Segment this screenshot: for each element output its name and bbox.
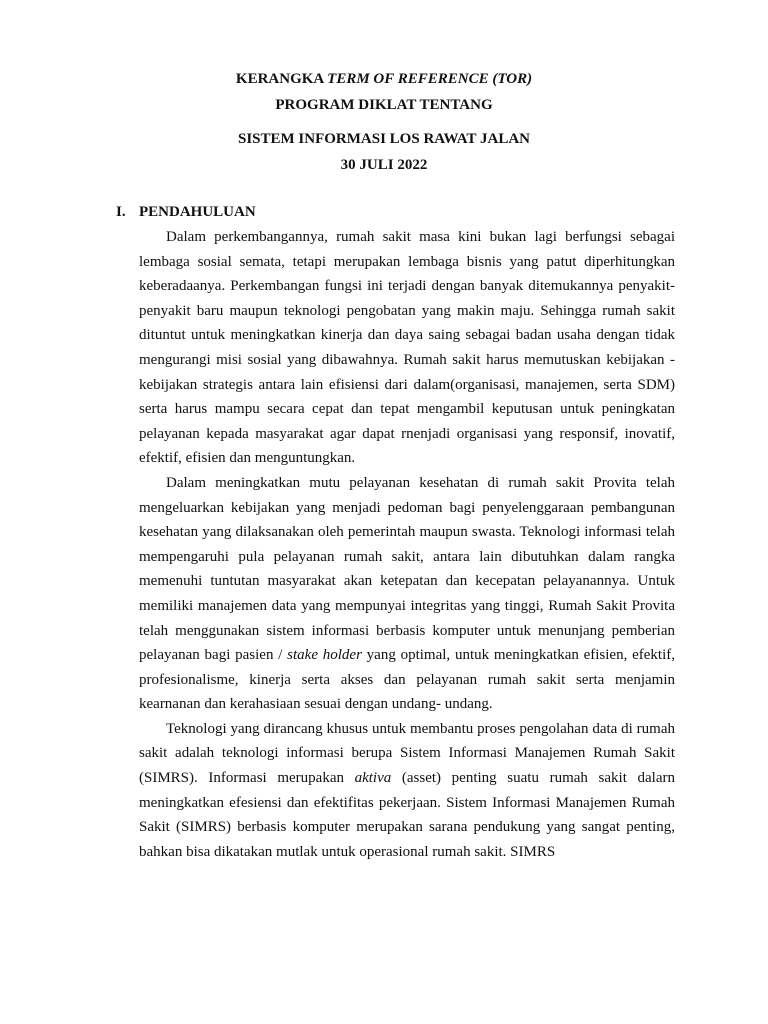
- title-italic-term: TERM OF REFERENCE (TOR): [327, 71, 533, 87]
- document-date: 30 JULI 2022: [340, 157, 428, 173]
- paragraph-2: [139, 471, 675, 717]
- document-title-line-2: PROGRAM DIKLAT TENTANG: [275, 97, 493, 113]
- section-number: I.: [116, 204, 126, 220]
- section-title: PENDAHULUAN: [139, 204, 256, 220]
- paragraph-1: Dalam perkembangannya, rumah sakit masa kini bukan lagi berfungsi sebagai lembaga sosial semata, tetapi merupakan lembaga bisnis yang patut diperhitungkan keberadaanya. Perkembangan fungsi ini terjadi dengan banyak ditemukannya penyakit-penyakit baru maupun teknologi pengobatan yang makin maju. Sehingga rumah sakit dituntut untuk meningkatkan kinerja dan daya saing sebagai badan usaha dengan tidak mengurangi misi sosial yang dibawahnya. Rumah sakit harus memutuskan kebijakan - kebijakan strategis antara lain efisiensi dari dalam(organisasi, manajemen, serta SDM) serta harus mampu secara cepat dan tepat mengambil keputusan untuk peningkatan pelayanan kepada masyarakat agar dapat rnenjadi organisasi yang responsif, inovatif, efektif, efisien dan menguntungkan.: [139, 229, 675, 467]
- title-prefix: KERANGKA: [235, 71, 328, 87]
- paragraph-2-part-1: Dalam meningkatkan mutu pelayanan kesehatan di rumah sakit Provita telah mengeluarkan kebijakan yang menjadi pedoman bagi penyelenggaraan pembangunan kesehatan yang dilaksanakan oleh pemerintah maupun swasta. Teknologi informasi telah mempengaruhi pula pelayanan rumah sakit, antara lain dibutuhkan dalam rangka memenuhi tuntutan masyarakat akan ketepatan dan kecepatan pelayanannya. Untuk memiliki manajemen data yang mempunyai integritas yang tinggi, Rumah Sakit Provita telah menggunakan sistem informasi berbasis komputer untuk menunjang pemberian pelayanan bagi pasien /: [139, 474, 675, 664]
- document-title-line-1: [0, 66, 768, 92]
- paragraph-3-italic-term: aktiva: [354, 770, 392, 787]
- paragraph-3-part-1: Teknologi yang dirancang khusus untuk membantu proses pengolahan data di rumah sakit adalah teknologi informasi berupa Sistem Informasi Manajemen Rumah Sakit (SIMRS). Informasi merupakan: [139, 720, 675, 787]
- paragraph-3-part-2: (asset) penting suatu rumah sakit dalarn meningkatkan efesiensi dan efektifitas pekerjaan. Sistem Informasi Manajemen Rumah Sakit (SIMRS) berbasis komputer merupakan sarana pendukung yang sangat penting, bahkan bisa dikatakan mutlak untuk operasional rumah sakit. SIMRS: [139, 770, 675, 860]
- paragraph-3: [139, 717, 675, 865]
- section-heading: [116, 200, 256, 224]
- paragraph-2-part-2: yang optimal, untuk meningkatkan efisien, efektif, profesionalisme, kinerja serta akses dan pelayanan rumah sakit serta menjamin kearnanan dan kerahasiaan sesuai dengan undang- undang.: [139, 647, 675, 713]
- body-text: [139, 225, 675, 864]
- paragraph-2-italic-term: stake holder: [287, 647, 362, 664]
- document-subtitle: SISTEM INFORMASI LOS RAWAT JALAN: [237, 131, 530, 147]
